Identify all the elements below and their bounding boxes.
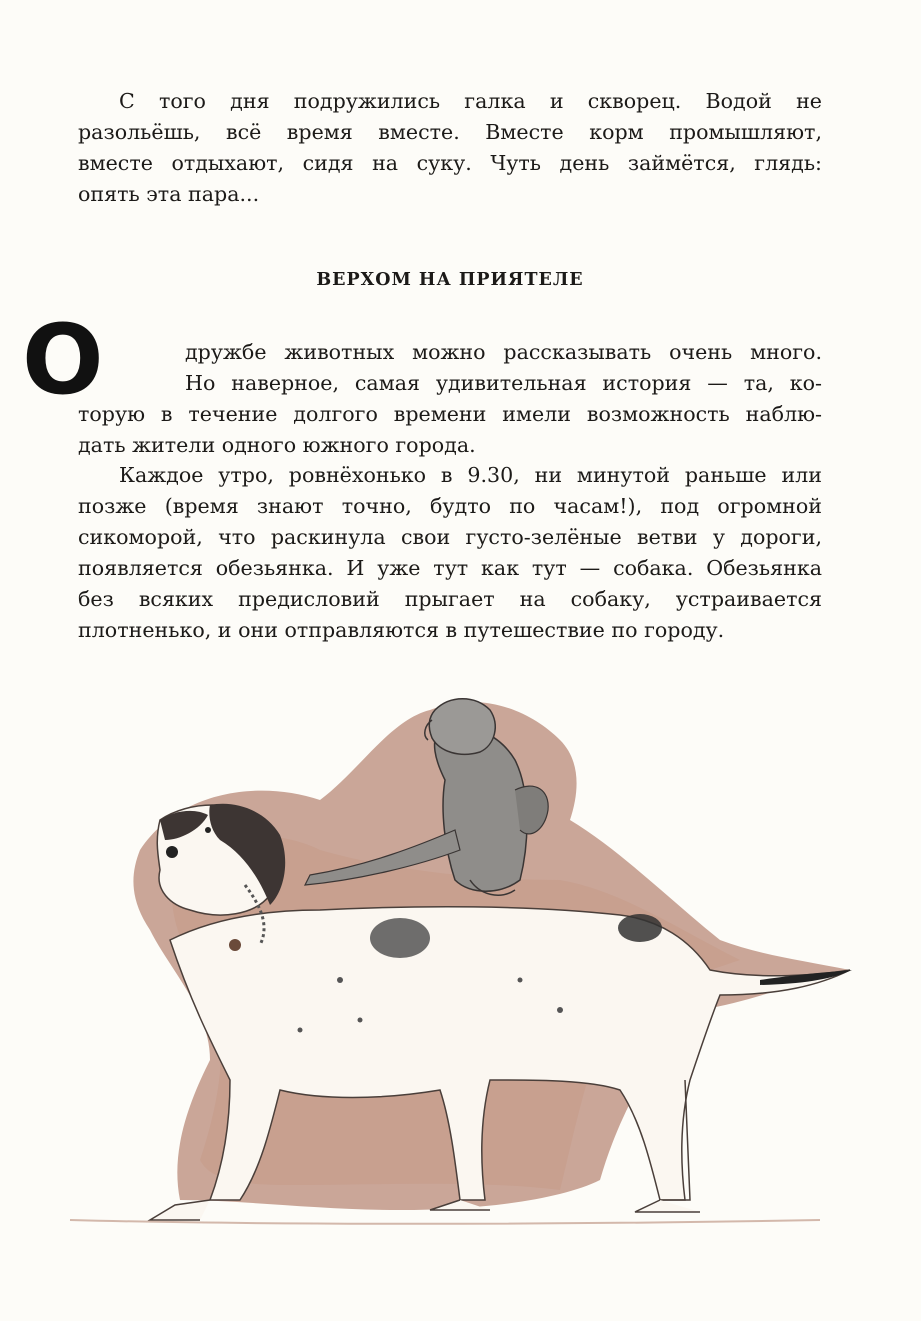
- p3-line-5: без всяких предисловий прыгает на собаку, устраивается: [78, 587, 822, 611]
- p1-line-3: вместе отдыхают, сидя на суку. Чуть день займётся, глядь:: [78, 151, 822, 175]
- paragraph-1: [78, 86, 822, 210]
- p2-line-1: дружбе животных можно рассказывать очень много.: [185, 340, 822, 364]
- paragraph-2: [78, 337, 822, 461]
- p3-line-4: появляется обезьянка. И уже тут как тут — собака. Обезьянка: [78, 556, 822, 580]
- drop-cap: О: [22, 304, 104, 416]
- p1-line-1: С того дня подружились галка и скворец. Водой не: [119, 89, 822, 113]
- monkey-head: [429, 699, 495, 755]
- p2-line-3: торую в течение долгого времени имели возможность наблю-: [78, 402, 822, 426]
- paragraph-3: [78, 460, 822, 646]
- p2-line-2: Но наверное, самая удивительная история — та, ко-: [185, 371, 822, 395]
- p3-line-6: плотненько, и они отправляются в путешествие по городу.: [78, 618, 725, 642]
- p3-line-1: Каждое утро, ровнёхонько в 9.30, ни минутой раньше или: [119, 463, 822, 487]
- p1-line-2: разольёшь, всё время вместе. Вместе корм промышляют,: [78, 120, 822, 144]
- p1-line-4: опять эта пара...: [78, 182, 260, 206]
- dog-monkey-illustration: [60, 680, 860, 1240]
- chapter-heading: ВЕРХОМ НА ПРИЯТЕЛЕ: [316, 270, 584, 290]
- p2-line-4: дать жители одного южного города.: [78, 433, 476, 457]
- p3-line-3: сикоморой, что раскинула свои густо-зелёные ветви у дороги,: [78, 525, 822, 549]
- p3-line-2: позже (время знают точно, будто по часам!), под огромной: [78, 494, 822, 518]
